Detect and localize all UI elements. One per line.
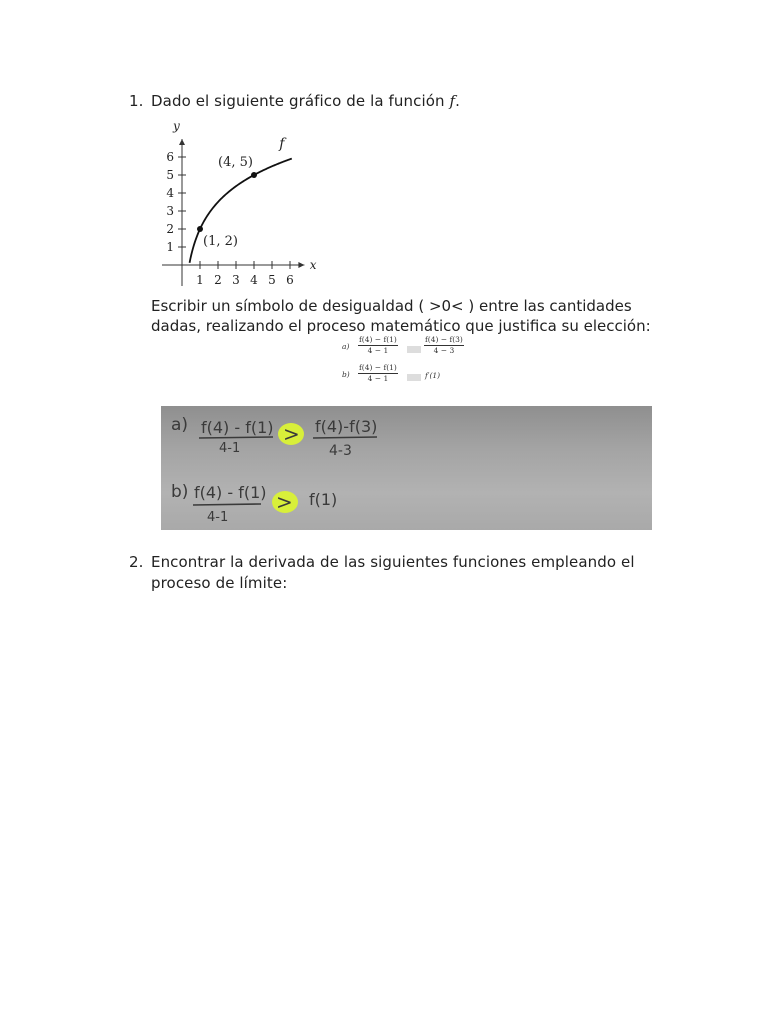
y-tick-label-5: 5: [166, 168, 174, 182]
graph-tick-labels: [166, 150, 293, 287]
mini-b-left-numerator: f(4) − f(1): [359, 363, 397, 372]
mini-b-left-denominator: 4 − 1: [367, 374, 389, 383]
graph-point-2: [251, 172, 257, 178]
function-graph: [150, 114, 330, 290]
mini-a-right-numerator: f(4) − f(3): [425, 335, 463, 344]
hw-b-symbol: >: [276, 490, 293, 514]
hw-a-left-numerator: f(4) - f(1): [201, 418, 274, 437]
x-tick-label-4: 4: [250, 273, 258, 287]
y-tick-label-3: 3: [166, 204, 174, 218]
instruction-text: [151, 296, 671, 336]
mini-a-blank-box: [407, 346, 421, 353]
graph-point-1: [197, 226, 203, 232]
hw-b-left-denominator: 4-1: [207, 510, 229, 525]
hw-a-right-fraction-bar: [313, 437, 377, 438]
y-tick-label-6: 6: [166, 150, 174, 164]
mini-a-right-denominator: 4 − 3: [433, 346, 455, 355]
question-2-line-1: Encontrar la derivada de las siguientes funciones empleando el: [151, 553, 635, 571]
hw-a-right-numerator: f(4)-f(3): [315, 417, 378, 436]
hw-a-symbol: >: [283, 422, 300, 446]
graph-points: [197, 155, 257, 249]
x-tick-label-2: 2: [214, 273, 222, 287]
x-tick-label-6: 6: [286, 273, 294, 287]
graph-ticks: [178, 157, 290, 269]
y-axis-label: y: [173, 119, 180, 133]
x-tick-label-3: 3: [232, 273, 240, 287]
question-2-line-2: proceso de límite:: [151, 574, 288, 592]
x-tick-label-1: 1: [196, 273, 204, 287]
mini-a-left-fraction: [358, 335, 398, 356]
hw-b-right: f(1): [309, 490, 338, 509]
mini-a-label: a): [342, 342, 350, 351]
y-tick-label-4: 4: [166, 186, 174, 200]
question-2-number: 2.: [129, 553, 144, 571]
hw-a-label: a): [171, 415, 189, 435]
y-axis-arrow: [179, 139, 185, 145]
mini-a-right-fraction: [424, 335, 464, 356]
mini-b-right: f′(1): [425, 371, 441, 380]
x-tick-label-5: 5: [268, 273, 276, 287]
x-axis-label: x: [309, 258, 317, 272]
hw-b-left-fraction-bar: [193, 504, 261, 505]
question-1-text: Dado el siguiente gráfico de la función: [151, 92, 445, 110]
mini-a-left-numerator: f(4) − f(1): [359, 335, 397, 344]
hw-a-left-denominator: 4-1: [219, 441, 241, 456]
question-1-number: 1.: [129, 92, 144, 110]
curve-label: f: [279, 136, 285, 152]
comparison-figure: [338, 334, 478, 388]
instruction-line-2: dadas, realizando el proceso matemático que justifica su elección:: [151, 317, 651, 335]
y-tick-label-1: 1: [166, 240, 174, 254]
hw-b-left-numerator: f(4) - f(1): [194, 483, 267, 502]
y-tick-label-2: 2: [166, 222, 174, 236]
handwritten-answer-photo: [161, 406, 652, 530]
hw-b-label: b): [171, 482, 189, 502]
graph-point-label-1: (1, 2): [203, 234, 238, 249]
graph-point-label-2: (4, 5): [218, 155, 253, 170]
question-1-period: .: [455, 92, 461, 110]
mini-b-label: b): [342, 370, 350, 379]
mini-b-left-fraction: [358, 363, 398, 384]
mini-a-left-denominator: 4 − 1: [367, 346, 389, 355]
instruction-line-1: Escribir un símbolo de desigualdad ( >0< ) entre las cantidades: [151, 297, 632, 315]
mini-b-blank-box: [407, 374, 421, 381]
hw-a-left-fraction-bar: [199, 437, 273, 438]
hw-a-right-denominator: 4-3: [329, 443, 352, 459]
question-1-function-name: f: [449, 92, 456, 110]
x-axis-arrow: [298, 262, 304, 268]
